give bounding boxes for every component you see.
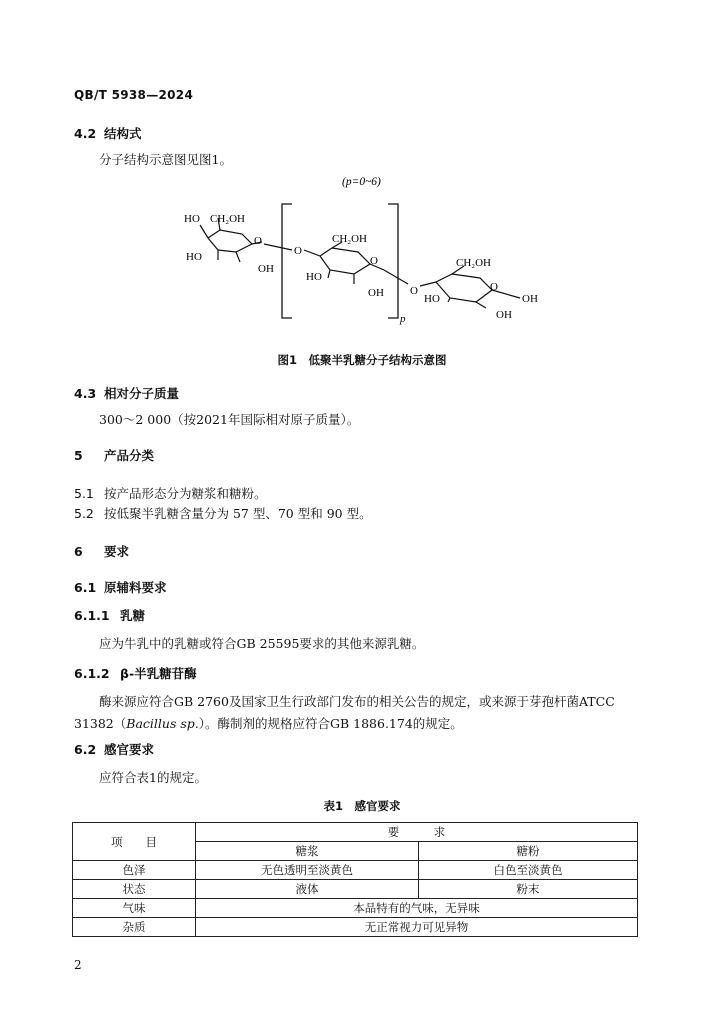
row-merged-value: 本品特有的气味，无异味 xyxy=(196,899,638,918)
row-powder-value: 白色至淡黄色 xyxy=(419,861,638,880)
syrup-header: 糖浆 xyxy=(196,842,419,861)
section-text: 按低聚半乳糖含量分为 57 型、70 型和 90 型。 xyxy=(104,506,372,521)
ch2oh-label-2: CH₂OH xyxy=(332,233,368,245)
section-5-heading xyxy=(74,446,154,464)
section-4-2-heading xyxy=(74,124,142,142)
text-part: 31382（ xyxy=(74,716,127,731)
ring-oxygen-1: O xyxy=(254,235,262,247)
row-syrup-value: 液体 xyxy=(196,880,419,899)
repeat-p-label: p xyxy=(400,313,406,325)
oh-label-2: OH xyxy=(368,287,384,299)
row-item: 气味 xyxy=(73,899,196,918)
glycosidic-oxygen-1: O xyxy=(294,245,302,257)
requirement-header: 要 求 xyxy=(196,823,638,842)
ring-oxygen-2: O xyxy=(370,255,378,267)
table-header-row xyxy=(73,823,638,842)
section-6-1-1-heading xyxy=(74,606,145,624)
molecular-structure-figure xyxy=(170,170,570,340)
section-title: 结构式 xyxy=(104,126,142,141)
section-6-1-heading xyxy=(74,578,167,596)
ring-oxygen-3: O xyxy=(490,281,498,293)
glycosidic-oxygen-2: O xyxy=(410,285,418,297)
table-row xyxy=(73,918,638,937)
section-text: 按产品形态分为糖浆和糖粉。 xyxy=(104,486,267,501)
section-4-2-text: 分子结构示意图见图1。 xyxy=(99,152,232,167)
ho-label-2: HO xyxy=(186,251,202,263)
figure-caption: 图1 低聚半乳糖分子结构示意图 xyxy=(277,353,447,367)
section-4-3-text: 300～2 000（按2021年国际相对原子质量）。 xyxy=(99,412,360,427)
powder-header: 糖粉 xyxy=(419,842,638,861)
oh-label-1: OH xyxy=(258,263,274,275)
section-number: 4.2 xyxy=(74,126,97,141)
section-number: 6.2 xyxy=(74,742,97,757)
oh-label-4: OH xyxy=(522,293,538,305)
bacillus-species-name: Bacillus sp. xyxy=(126,716,199,731)
row-item: 杂质 xyxy=(73,918,196,937)
ch2oh-label-3: CH₂OH xyxy=(456,257,492,269)
section-5-2 xyxy=(74,504,372,522)
section-title: 乳糖 xyxy=(120,608,146,623)
section-number: 6.1.2 xyxy=(74,666,110,681)
section-title: β-半乳糖苷酶 xyxy=(120,666,197,681)
section-title: 相对分子质量 xyxy=(104,386,180,401)
row-item: 状态 xyxy=(73,880,196,899)
table-caption: 表1 感官要求 xyxy=(323,799,401,813)
ch2oh-label-1: CH₂OH xyxy=(210,213,246,225)
section-title: 原辅料要求 xyxy=(104,580,167,595)
row-powder-value: 粉末 xyxy=(419,880,638,899)
oh-label-3: OH xyxy=(496,309,512,321)
row-syrup-value: 无色透明至淡黄色 xyxy=(196,861,419,880)
section-number: 6.1.1 xyxy=(74,608,110,623)
section-number: 5 xyxy=(74,448,83,463)
document-code-header: QB/T 5938—2024 xyxy=(74,88,194,102)
section-6-1-1-text: 应为牛乳中的乳糖或符合GB 25595要求的其他来源乳糖。 xyxy=(99,636,425,651)
table-row xyxy=(73,880,638,899)
section-6-2-text: 应符合表1的规定。 xyxy=(99,770,207,785)
table-row xyxy=(73,899,638,918)
section-title: 产品分类 xyxy=(104,448,155,463)
section-number: 4.3 xyxy=(74,386,97,401)
section-title: 感官要求 xyxy=(104,742,155,757)
section-6-1-2-text-line2 xyxy=(74,714,463,732)
table-row xyxy=(73,861,638,880)
section-6-1-2-heading xyxy=(74,664,197,682)
p-range-label: (p=0~6) xyxy=(342,176,381,188)
section-number: 6.1 xyxy=(74,580,97,595)
ho-label-1: HO xyxy=(184,213,200,225)
section-6-1-2-text-line1: 酶来源应符合GB 2760及国家卫生行政部门发布的相关公告的规定，或来源于芽孢杆菌ATCC xyxy=(99,694,615,709)
row-merged-value: 无正常视力可见异物 xyxy=(196,918,638,937)
section-6-2-heading xyxy=(74,740,154,758)
section-number: 5.1 xyxy=(74,486,94,501)
section-title: 要求 xyxy=(104,544,130,559)
sensory-requirements-table xyxy=(72,822,638,937)
section-number: 5.2 xyxy=(74,506,94,521)
section-6-heading xyxy=(74,542,129,560)
section-number: 6 xyxy=(74,544,83,559)
ho-label-3: HO xyxy=(306,271,322,283)
page-number: 2 xyxy=(74,958,82,972)
text-part: ）。酶制剂的规格应符合GB 1886.174的规定。 xyxy=(198,716,463,731)
row-item: 色泽 xyxy=(73,861,196,880)
ho-label-4: HO xyxy=(424,293,440,305)
section-4-3-heading xyxy=(74,384,179,402)
item-header: 项 目 xyxy=(73,823,196,861)
section-5-1 xyxy=(74,484,267,502)
